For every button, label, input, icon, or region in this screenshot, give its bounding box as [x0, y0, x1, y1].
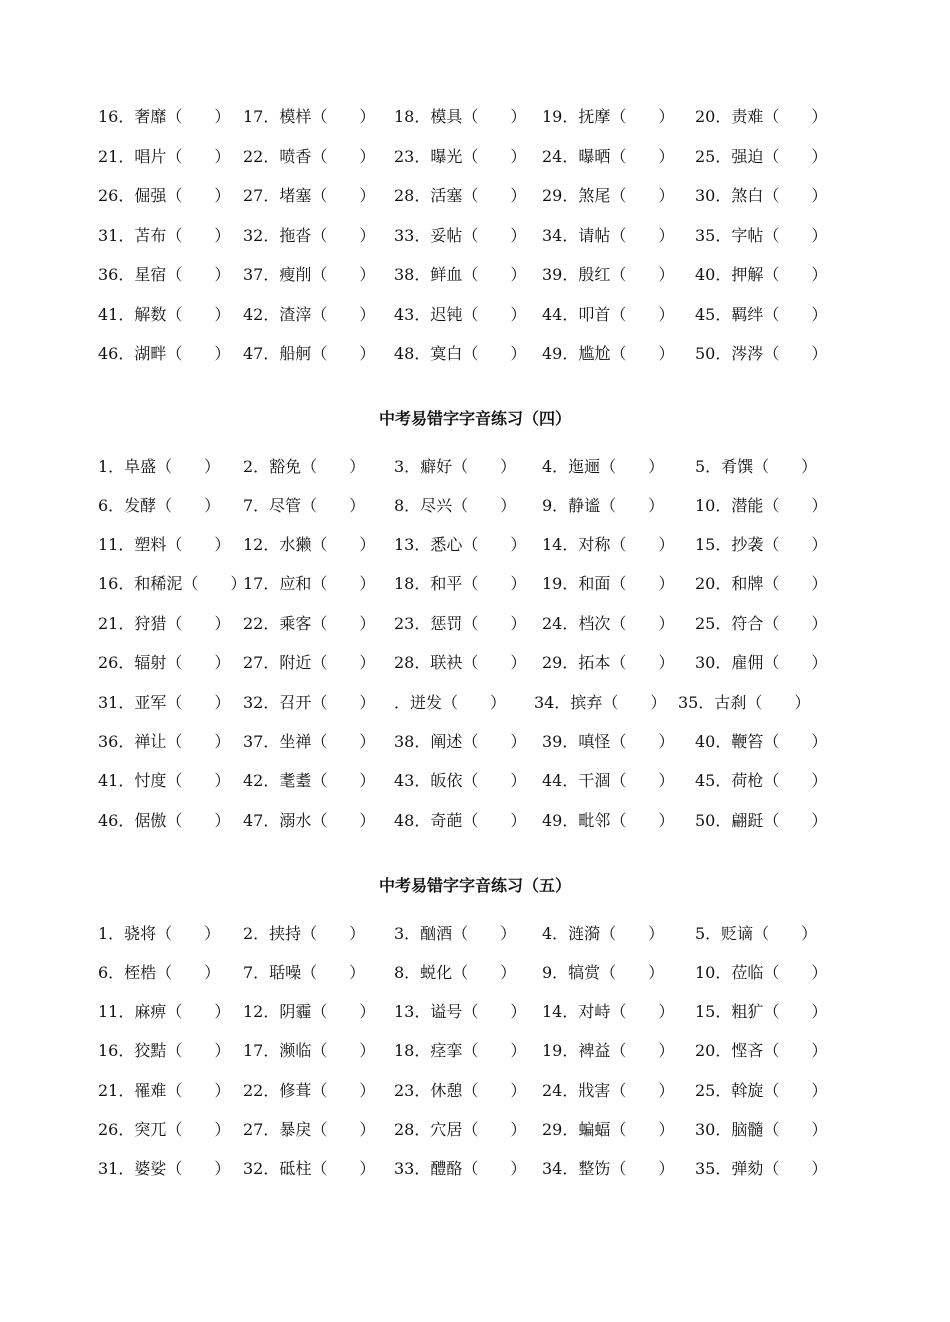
exercise-item: 19．抚摩（ ）	[542, 107, 675, 126]
exercise-item: 4．涟漪（ ）	[542, 924, 665, 943]
exercise-item: 32．召开（ ）	[243, 693, 376, 712]
exercise-item: 33．醴酪（ ）	[394, 1159, 527, 1178]
exercise-item: 22．修葺（ ）	[243, 1081, 376, 1100]
exercise-item: 18．模具（ ）	[394, 107, 527, 126]
section-title: 中考易错字字音练习（五）	[378, 876, 571, 895]
exercise-item: 40．押解（ ）	[695, 265, 828, 284]
exercise-item: 34．请帖（ ）	[542, 226, 675, 245]
exercise-item: 49．毗邻（ ）	[542, 811, 675, 830]
exercise-item: 8．蜕化（ ）	[394, 963, 517, 982]
exercise-item: 35．古刹（ ）	[678, 693, 811, 712]
exercise-item: 18．和平（ ）	[394, 574, 527, 593]
exercise-item: 37．瘦削（ ）	[243, 265, 376, 284]
exercise-item: 48．寞白（ ）	[394, 344, 527, 363]
exercise-item: 24．戕害（ ）	[542, 1081, 675, 1100]
exercise-row	[98, 532, 858, 558]
exercise-item: 9．犒赏（ ）	[542, 963, 665, 982]
exercise-item: 41．忖度（ ）	[98, 771, 231, 790]
exercise-item: 12．水獭（ ）	[243, 535, 376, 554]
exercise-item: 10．潜能（ ）	[695, 496, 828, 515]
exercise-item: 11．塑料（ ）	[98, 535, 231, 554]
exercise-row	[98, 611, 858, 637]
exercise-item: 33．妥帖（ ）	[394, 226, 527, 245]
exercise-row	[98, 650, 858, 676]
exercise-item: 20．责难（ ）	[695, 107, 828, 126]
exercise-item: 19．裨益（ ）	[542, 1041, 675, 1060]
exercise-item: 7．聒噪（ ）	[243, 963, 366, 982]
exercise-item: 47．船舸（ ）	[243, 344, 376, 363]
exercise-item: 30．脑髓（ ）	[695, 1120, 828, 1139]
exercise-item: 5．肴馔（ ）	[695, 457, 818, 476]
exercise-item: 16．狡黠（ ）	[98, 1041, 231, 1060]
exercise-item: 42．耄耋（ ）	[243, 771, 376, 790]
exercise-item: 43．皈依（ ）	[394, 771, 527, 790]
exercise-item: 9．静谧（ ）	[542, 496, 665, 515]
exercise-item: 22．喷香（ ）	[243, 147, 376, 166]
exercise-item: 32．拖沓（ ）	[243, 226, 376, 245]
exercise-row	[98, 1156, 858, 1182]
exercise-row	[98, 960, 858, 986]
exercise-item: 5．贬谪（ ）	[695, 924, 818, 943]
exercise-item: 49．尴尬（ ）	[542, 344, 675, 363]
exercise-item: 36．禅让（ ）	[98, 732, 231, 751]
exercise-row	[98, 690, 858, 716]
exercise-item: 50．涔涔（ ）	[695, 344, 828, 363]
exercise-item: 1．骁将（ ）	[98, 924, 221, 943]
exercise-item: 15．粗犷（ ）	[695, 1002, 828, 1021]
exercise-row	[98, 183, 858, 209]
exercise-item: 16．奢靡（ ）	[98, 107, 231, 126]
exercise-item: 6．桎梏（ ）	[98, 963, 221, 982]
exercise-item: 24．档次（ ）	[542, 614, 675, 633]
exercise-item: 48．奇葩（ ）	[394, 811, 527, 830]
exercise-item: 29．煞尾（ ）	[542, 186, 675, 205]
exercise-item: 25．强迫（ ）	[695, 147, 828, 166]
exercise-item: 30．煞白（ ）	[695, 186, 828, 205]
exercise-row	[98, 104, 858, 130]
exercise-item: 17．模样（ ）	[243, 107, 376, 126]
exercise-item: 11．麻痹（ ）	[98, 1002, 231, 1021]
exercise-item: 36．星宿（ ）	[98, 265, 231, 284]
exercise-item: 15．抄袭（ ）	[695, 535, 828, 554]
exercise-item: 23．曝光（ ）	[394, 147, 527, 166]
exercise-item: 27．暴戾（ ）	[243, 1120, 376, 1139]
exercise-item: 34．整饬（ ）	[542, 1159, 675, 1178]
exercise-item: 42．渣滓（ ）	[243, 305, 376, 324]
exercise-item: 20．和牌（ ）	[695, 574, 828, 593]
exercise-item: 1．阜盛（ ）	[98, 457, 221, 476]
exercise-item: 6．发酵（ ）	[98, 496, 221, 515]
exercise-item: 43．迟钝（ ）	[394, 305, 527, 324]
exercise-row	[98, 729, 858, 755]
exercise-item: 45．荷枪（ ）	[695, 771, 828, 790]
exercise-item: 35．弹劾（ ）	[695, 1159, 828, 1178]
exercise-item: 26．倔强（ ）	[98, 186, 231, 205]
exercise-item: 44．干涸（ ）	[542, 771, 675, 790]
exercise-item: 31．苫布（ ）	[98, 226, 231, 245]
exercise-item: 12．阴霾（ ）	[243, 1002, 376, 1021]
exercise-item: 26．突兀（ ）	[98, 1120, 231, 1139]
exercise-item: 25．符合（ ）	[695, 614, 828, 633]
exercise-row	[98, 493, 858, 519]
exercise-item: 13．悉心（ ）	[394, 535, 527, 554]
exercise-item: 2．挟持（ ）	[243, 924, 366, 943]
exercise-item: 32．砥柱（ ）	[243, 1159, 376, 1178]
exercise-item: 45．羁绊（ ）	[695, 305, 828, 324]
exercise-item: 35．字帖（ ）	[695, 226, 828, 245]
exercise-item: 39．殷红（ ）	[542, 265, 675, 284]
exercise-item: 27．堵塞（ ）	[243, 186, 376, 205]
exercise-row	[98, 768, 858, 794]
exercise-row	[98, 454, 858, 480]
exercise-item: 14．对称（ ）	[542, 535, 675, 554]
exercise-item: 41．解数（ ）	[98, 305, 231, 324]
exercise-item: 21．唱片（ ）	[98, 147, 231, 166]
exercise-row	[98, 341, 858, 367]
exercise-row	[98, 1078, 858, 1104]
exercise-item: 10．莅临（ ）	[695, 963, 828, 982]
exercise-item: 13．谥号（ ）	[394, 1002, 527, 1021]
exercise-row	[98, 571, 858, 597]
exercise-item: 24．曝晒（ ）	[542, 147, 675, 166]
exercise-item: 39．嗔怪（ ）	[542, 732, 675, 751]
exercise-row	[98, 1038, 858, 1064]
exercise-item: 28．穴居（ ）	[394, 1120, 527, 1139]
exercise-item: 21．狩猎（ ）	[98, 614, 231, 633]
exercise-item: 23．休憩（ ）	[394, 1081, 527, 1100]
exercise-item: 23．惩罚（ ）	[394, 614, 527, 633]
exercise-row	[98, 223, 858, 249]
exercise-item: 31．亚军（ ）	[98, 693, 231, 712]
exercise-item: 31．婆娑（ ）	[98, 1159, 231, 1178]
exercise-row	[98, 999, 858, 1025]
exercise-item: 46．倨傲（ ）	[98, 811, 231, 830]
exercise-item: 17．应和（ ）	[243, 574, 376, 593]
exercise-item: 18．痉挛（ ）	[394, 1041, 527, 1060]
exercise-item: 4．迤逦（ ）	[542, 457, 665, 476]
exercise-item: 28．活塞（ ）	[394, 186, 527, 205]
exercise-item: 2．豁免（ ）	[243, 457, 366, 476]
exercise-item: ．迸发（ ）	[394, 693, 507, 712]
exercise-item: 26．辐射（ ）	[98, 653, 231, 672]
exercise-item: 38．阐述（ ）	[394, 732, 527, 751]
exercise-item: 47．溺水（ ）	[243, 811, 376, 830]
exercise-row	[98, 262, 858, 288]
exercise-item: 27．附近（ ）	[243, 653, 376, 672]
exercise-row	[98, 921, 858, 947]
exercise-item: 14．对峙（ ）	[542, 1002, 675, 1021]
exercise-item: 25．斡旋（ ）	[695, 1081, 828, 1100]
exercise-item: 3．酗酒（ ）	[394, 924, 517, 943]
exercise-item: 16．和稀泥（ ）	[98, 574, 247, 593]
exercise-item: 8．尽兴（ ）	[394, 496, 517, 515]
exercise-item: 30．雇佣（ ）	[695, 653, 828, 672]
exercise-item: 38．鲜血（ ）	[394, 265, 527, 284]
exercise-item: 50．翩跹（ ）	[695, 811, 828, 830]
exercise-item: 44．叩首（ ）	[542, 305, 675, 324]
exercise-item: 17．濒临（ ）	[243, 1041, 376, 1060]
exercise-item: 7．尽管（ ）	[243, 496, 366, 515]
exercise-row	[98, 302, 858, 328]
exercise-item: 40．鞭笞（ ）	[695, 732, 828, 751]
section-title: 中考易错字字音练习（四）	[378, 409, 571, 428]
exercise-item: 37．坐禅（ ）	[243, 732, 376, 751]
exercise-item: 29．拓本（ ）	[542, 653, 675, 672]
exercise-item: 21．罹难（ ）	[98, 1081, 231, 1100]
exercise-item: 46．湖畔（ ）	[98, 344, 231, 363]
exercise-row	[98, 144, 858, 170]
exercise-item: 34．摈弃（ ）	[534, 693, 667, 712]
exercise-item: 29．蝙蝠（ ）	[542, 1120, 675, 1139]
exercise-item: 28．联袂（ ）	[394, 653, 527, 672]
exercise-row	[98, 1117, 858, 1143]
exercise-item: 22．乘客（ ）	[243, 614, 376, 633]
exercise-item: 19．和面（ ）	[542, 574, 675, 593]
exercise-item: 3．癖好（ ）	[394, 457, 517, 476]
exercise-item: 20．悭吝（ ）	[695, 1041, 828, 1060]
exercise-row	[98, 808, 858, 834]
